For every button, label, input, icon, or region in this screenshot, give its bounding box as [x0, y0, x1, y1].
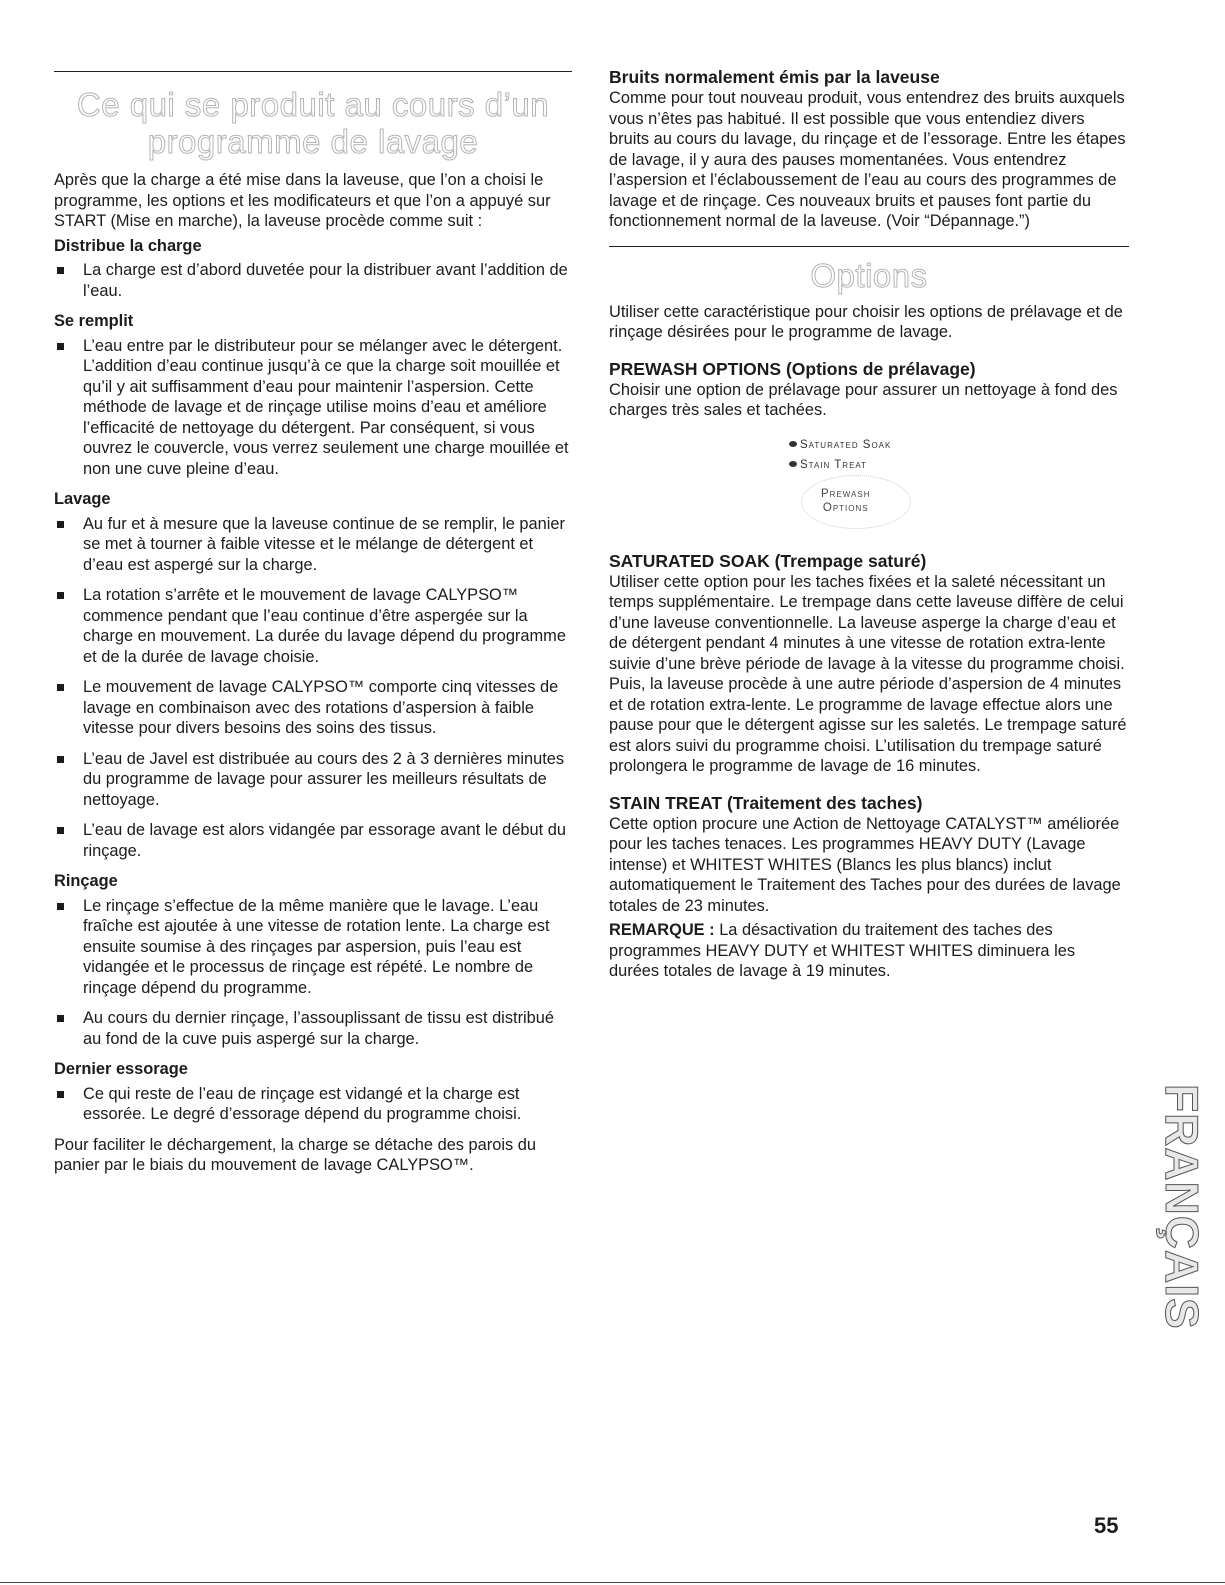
prewash-paragraph: Choisir une option de prélavage pour assurer un nettoyage à fond des charges très sales et tachées.	[609, 380, 1118, 419]
list-item: La rotation s’arrête et le mouvement de lavage CALYPSO™ commence pendant que l’eau continue d’être aspergée sur la charge en mouvement. La durée du lavage dépend du programme et de la durée de lavage choisie.	[54, 585, 572, 667]
section-title-wash-cycle	[54, 86, 572, 160]
title-line-2: programme de lavage	[147, 123, 479, 160]
list-item: Ce qui reste de l’eau de rinçage est vidangé et la charge est essorée. Le degré d’essorage dépend du programme choisi.	[54, 1084, 572, 1125]
left-column	[54, 0, 572, 1176]
list-item: L’eau de lavage est alors vidangée par essorage avant le début du rinçage.	[54, 820, 572, 861]
bullet-square-icon	[57, 1091, 64, 1098]
list-item: Au cours du dernier rinçage, l’assouplissant de tissu est distribué au fond de la cuve puis aspergé sur la charge.	[54, 1008, 572, 1049]
bullet-list	[54, 1084, 572, 1125]
heading-noises: Bruits normalement émis par la laveuse	[609, 67, 940, 87]
closing-paragraph: Pour faciliter le déchargement, la charge se détache des parois du panier par le biais du mouvement de lavage CALYPSO™.	[54, 1135, 536, 1174]
heading-prewash: PREWASH OPTIONS (Options de prélavage)	[609, 358, 976, 379]
remark-label: REMARQUE :	[609, 921, 715, 939]
bullet-list	[54, 896, 572, 1050]
page-number: 55	[1094, 1513, 1119, 1538]
list-item: Au fur et à mesure que la laveuse continue de se remplir, le panier se met à tourner à faible vitesse et le mélange de détergent et d’eau est aspergé sur la charge.	[54, 514, 572, 576]
heading-lavage: Lavage	[54, 490, 111, 508]
soak-paragraph: Utiliser cette option pour les taches fixées et la saleté nécessitant un temps supplémentaire. Le trempage dans cette laveuse diffère de celui d’une laveuse conventionnelle. La laveuse asperge la charge d’eau et de détergent pendant 4 minutes à une vitesse de rotation extra-lente suivie d’une brève période de lavage à la vitesse du programme choisi. Puis, la laveuse procède à une autre période d’aspersion de 4 minutes et de rotation extra-lente. Le programme de lavage effectue alors une pause pour que le détergent agisse sur les saletés. Le trempage saturé est alors suivi du programme choisi. L’utilisation du trempage saturé prolongera le programme de lavage de 16 minutes.	[609, 572, 1127, 775]
bullet-square-icon	[57, 267, 64, 274]
title-line-1: Ce qui se produit au cours d’un	[76, 86, 550, 123]
list-item: L’eau entre par le distributeur pour se mélanger avec le détergent. L’addition d’eau continue jusqu’à ce que la charge soit mouillée et qu’il y ait suffisamment d’eau pour maintenir l’aspersion. Cette méthode de lavage et de rinçage utilise moins d’eau et améliore l’efficacité de nettoyage du détergent. Par conséquent, si vous ouvrez le couvercle, vous verrez seulement une charge mouillée et non une cuve pleine d’eau.	[54, 336, 572, 480]
panel-option-stain-treat: Stain Treat	[789, 459, 867, 471]
bullet-square-icon	[57, 592, 64, 599]
list-item: L’eau de Javel est distribuée au cours des 2 à 3 dernières minutes du programme de lavage pour assurer les meilleurs résultats de nettoyage.	[54, 749, 572, 811]
bullet-square-icon	[57, 343, 64, 350]
indicator-light-icon	[789, 441, 797, 447]
heading-rincage: Rinçage	[54, 872, 118, 890]
bullet-square-icon	[57, 1015, 64, 1022]
options-intro: Utiliser cette caractéristique pour choisir les options de prélavage et de rinçage désirées pour le programme de lavage.	[609, 302, 1123, 341]
noises-paragraph: Comme pour tout nouveau produit, vous entendrez des bruits auxquels vous n’êtes pas habitué. Il est possible que vous entendiez divers bruits au cours du lavage, du rinçage et de l’essorage. Entre les étapes de lavage, il y aura des pauses momentanées. Vous entendrez l’aspersion et l’éclaboussement de l’eau au cours des programmes de lavage et de rinçage. Ces nouveaux bruits et pauses font partie du fonctionnement normal de la laveuse. (Voir “Dépannage.”)	[609, 89, 1126, 230]
right-column	[609, 0, 1129, 982]
bullet-square-icon	[57, 903, 64, 910]
heading-stain-treat: STAIN TREAT (Traitement des taches)	[609, 792, 923, 813]
bullet-list	[54, 514, 572, 862]
bullet-square-icon	[57, 684, 64, 691]
bullet-square-icon	[57, 756, 64, 763]
heading-dernier-essorage: Dernier essorage	[54, 1060, 188, 1078]
bottom-rule	[0, 1582, 1225, 1583]
remark-paragraph: REMARQUE : La désactivation du traitement des taches des programmes HEAVY DUTY et WHITEST WHITES diminuera les durées totales de lavage à 19 minutes.	[609, 921, 1076, 980]
sidebar-language-tab	[1150, 1080, 1210, 1340]
heading-saturated-soak: SATURATED SOAK (Trempage saturé)	[609, 550, 927, 571]
panel-option-saturated-soak: Saturated Soak	[789, 439, 891, 451]
prewash-panel-illustration	[609, 421, 1129, 541]
intro-paragraph: Après que la charge a été mise dans la laveuse, que l’on a choisi le programme, les options et les modificateurs et que l’on a appuyé sur START (Mise en marche), la laveuse procède comme suit :	[54, 171, 551, 230]
stain-paragraph: Cette option procure une Action de Nettoyage CATALYST™ améliorée pour les taches tenaces. Les programmes HEAVY DUTY (Lavage intense) et WHITEST WHITES (Blancs les plus blancs) inclut automatiquement le Traitement des Taches pour des durées de lavage totales de 23 minutes.	[609, 814, 1121, 915]
panel-button-label: Prewash Options	[821, 487, 871, 514]
heading-distribue: Distribue la charge	[54, 236, 202, 255]
section-title-options: Options	[810, 256, 928, 294]
list-item: Le mouvement de lavage CALYPSO™ comporte cinq vitesses de lavage en combinaison avec des rotations d’aspersion à faible vitesse pour divers besoins des soins des tissus.	[54, 677, 572, 739]
list-item: Le rinçage s’effectue de la même manière que le lavage. L’eau fraîche est ajoutée à une vitesse de rotation lente. La charge est ensuite soumise à des rinçages par aspersion, puis l’eau est vidangée et le processus de rinçage est répété. Le nombre de rinçage dépend du programme.	[54, 896, 572, 999]
list-item: La charge est d’abord duvetée pour la distribuer avant l’addition de l’eau.	[54, 260, 572, 301]
bullet-square-icon	[57, 827, 64, 834]
heading-remplit: Se remplit	[54, 312, 134, 330]
bullet-square-icon	[57, 521, 64, 528]
indicator-light-icon	[789, 461, 797, 467]
bullet-list	[54, 336, 572, 480]
sidebar-language-text: FRANÇAIS	[1156, 1084, 1208, 1330]
bullet-list	[54, 260, 572, 301]
